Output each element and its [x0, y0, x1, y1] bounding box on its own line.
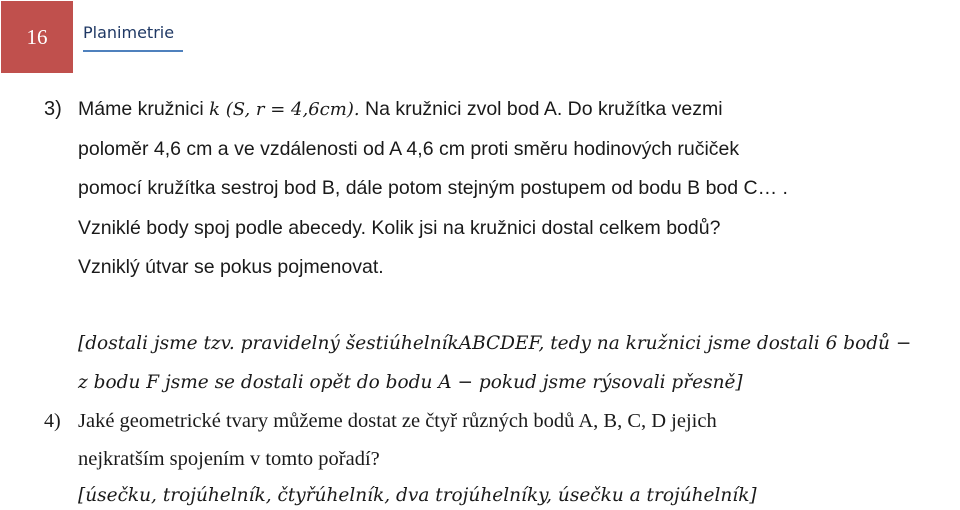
question-3-line-1-rest: Na kružnici zvol bod A. Do kružítka vezmi [359, 98, 723, 120]
question-3-answer-line-1: [dostali jsme tzv. pravidelný šestiúhelníkABCDEF, tedy na kružnici jsme dostali 6 bodů − [78, 333, 912, 354]
question-3-line-1 [78, 98, 723, 121]
question-3-line-2: poloměr 4,6 cm a ve vzdálenosti od A 4,6 cm proti směru hodinových ručiček [78, 138, 740, 160]
page-number-box [1, 1, 73, 73]
question-3-line-4: Vzniklé body spoj podle abecedy. Kolik jsi na kružnici dostal celkem bodů? [78, 217, 721, 239]
question-3-number: 3) [44, 98, 62, 120]
chapter-title: Planimetrie [83, 23, 175, 42]
question-4-line-2: nejkratším spojením v tomto pořadí? [78, 448, 380, 470]
question-3-answer-line-2: z bodu F jsme se dostali opět do bodu A − pokud jsme rýsovali přesně] [78, 372, 743, 393]
question-3-line-1-intro: Máme kružnici [78, 98, 210, 120]
question-3-line-5: Vzniklý útvar se pokus pojmenovat. [78, 256, 384, 278]
question-3-line-3: pomocí kružítka sestroj bod B, dále potom stejným postupem od bodu B bod C… . [78, 177, 788, 199]
circle-notation: k (S, r = 4,6cm). [209, 99, 360, 120]
question-4-line-1: Jaké geometrické tvary můžeme dostat ze čtyř různých bodů A, B, C, D jejich [78, 410, 717, 432]
question-4-number: 4) [44, 410, 61, 432]
page-number: 16 [26, 24, 48, 49]
chapter-underline [83, 50, 183, 52]
question-4-answer: [úsečku, trojúhelník, čtyřúhelník, dva trojúhelníky, úsečku a trojúhelník] [78, 485, 757, 506]
